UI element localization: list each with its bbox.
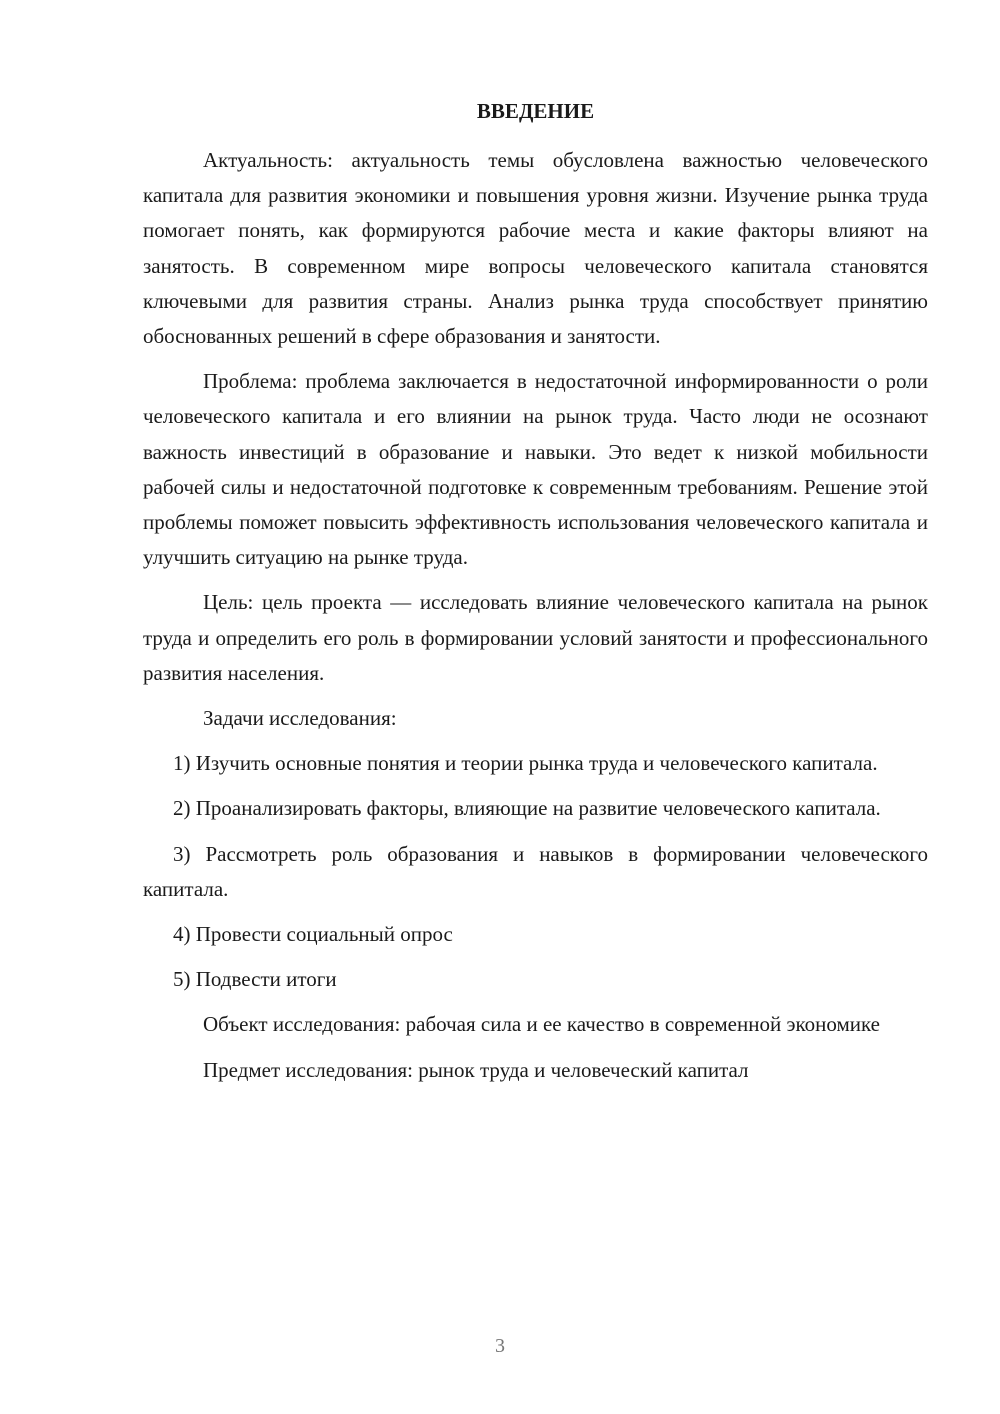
research-object: Объект исследования: рабочая сила и ее качество в современной экономике [203,1012,880,1037]
page-number: 3 [495,1335,505,1357]
tasks-heading: Задачи исследования: [203,706,397,731]
research-subject: Предмет исследования: рынок труда и человеческий капитал [203,1057,749,1082]
task-item-1: 1) Изучить основные понятия и теории рынка труда и человеческого капитала. [173,751,878,776]
goal-paragraph: Цель: цель проекта — исследовать влияние человеческого капитала на рынок труда и определить его роль в формировании условий занятости и профессионального развития населения. [143,590,928,685]
task-item-3: 3) Рассмотреть роль образования и навыков в формировании человеческого капитала. [143,841,928,901]
relevance-paragraph: Актуальность: актуальность темы обусловлена важностью человеческого капитала для развития экономики и повышения уровня жизни. Изучение рынка труда помогает понять, как формируются рабочие места и какие факторы влияют на занятость. В современном мире вопросы человеческого капитала становятся ключевыми для развития страны. Анализ рынка труда способствует принятию обоснованных решений в сфере образования и занятости. [143,148,928,349]
task-item-4: 4) Провести социальный опрос [173,922,453,947]
document-body [143,143,928,1098]
problem-paragraph: Проблема: проблема заключается в недостаточной информированности о роли человеческого капитала и его влиянии на рынок труда. Часто люди не осознают важность инвестиций в образование и навыки. Это ведет к низкой мобильности рабочей силы и недостаточной подготовке к современным требованиям. Решение этой проблемы поможет повысить эффективность использования человеческого капитала и улучшить ситуацию на рынке труда. [143,369,928,570]
task-item-5: 5) Подвести итоги [173,967,337,992]
section-title: ВВЕДЕНИЕ [476,99,595,123]
task-item-2: 2) Проанализировать факторы, влияющие на развитие человеческого капитала. [173,796,881,821]
